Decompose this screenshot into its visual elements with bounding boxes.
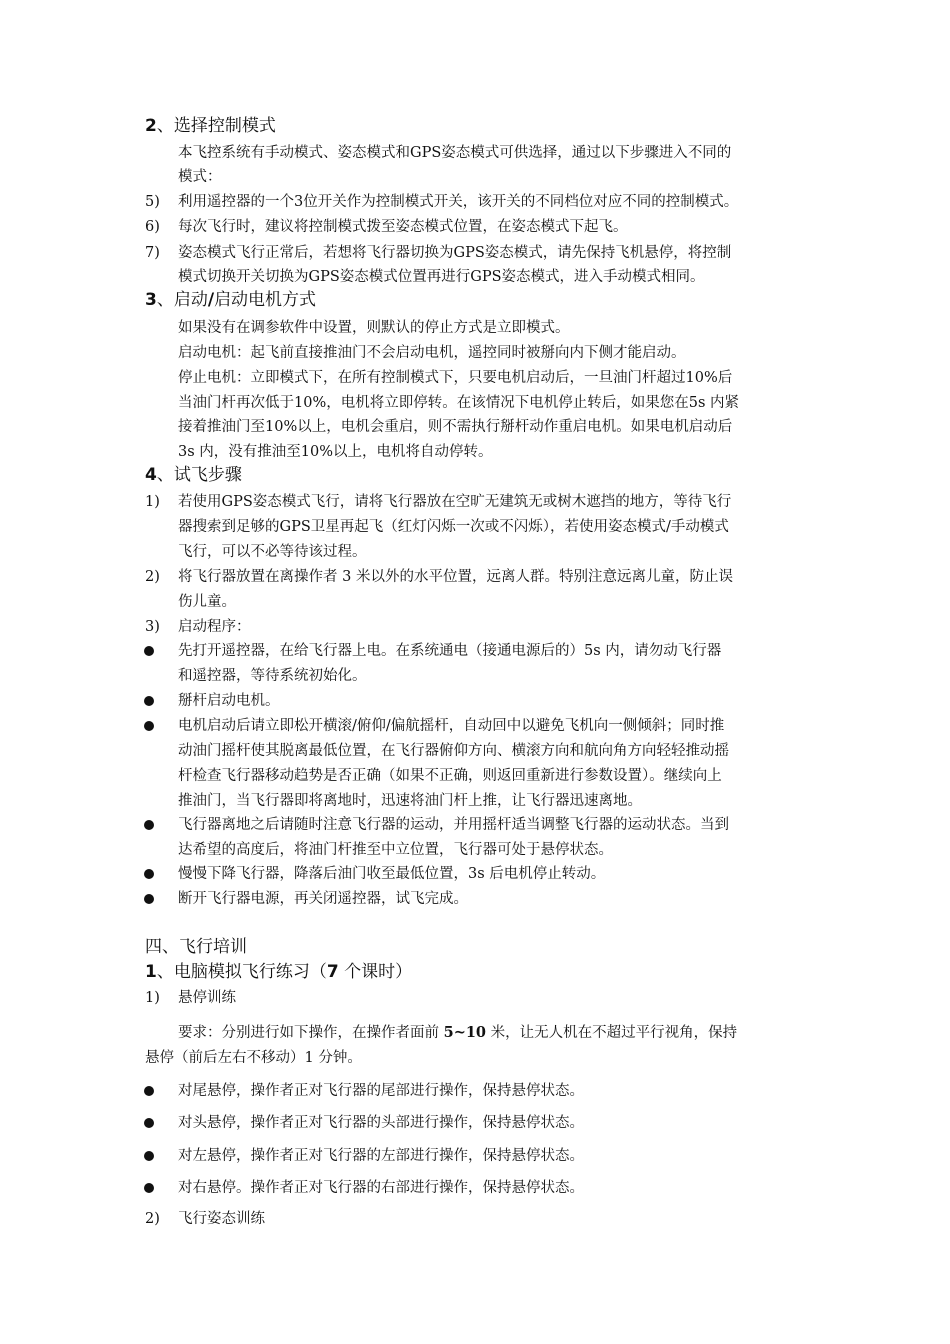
p4-item-1-marker: 1): [145, 990, 160, 1006]
p4-bullet-3: 对左悬停，操作者正对飞行器的左部进行操作，保持悬停状态。: [178, 1148, 584, 1164]
s4-bullet-4-line-2: 达希望的高度后，将油门杆推至中立位置，飞行器可处于悬停状态。: [178, 842, 613, 858]
p4-item-2-marker: 2): [145, 1211, 160, 1227]
s4-bullet-3-line-3: 杆检查飞行器移动趋势是否正确（如果不正确，则返回重新进行参数设置）。继续向上: [178, 768, 722, 784]
s4-bullet-6-line-1: 断开飞行器电源，再关闭遥控器，试飞完成。: [178, 891, 468, 907]
s2-item-5-marker: 5): [145, 194, 160, 210]
p4-requirement-line-2: 悬停（前后左右不移动）1 分钟。: [145, 1050, 362, 1066]
s2-item-7-marker: 7): [145, 245, 160, 261]
s4-item-2-line-1: 将飞行器放置在离操作者 3 米以外的水平位置，远离人群。特别注意远离儿童，防止误: [178, 569, 733, 585]
s2-intro-line-2: 模式：: [178, 169, 222, 185]
s3-line-3: 停止电机：立即模式下，在所有控制模式下，只要电机启动后，一旦油门杆超过10%后: [178, 370, 733, 386]
s4-item-3-line-1: 启动程序：: [178, 619, 251, 635]
s2-item-5-text: 利用遥控器的一个3位开关作为控制模式开关，该开关的不同档位对应不同的控制模式。: [178, 194, 739, 210]
p4-bullet-4: 对右悬停。操作者正对飞行器的右部进行操作，保持悬停状态。: [178, 1180, 584, 1196]
s2-item-7-text-line-2: 模式切换开关切换为GPS姿态模式位置再进行GPS姿态模式，进入手动模式相同。: [178, 269, 705, 285]
s3-line-6: 3s 内，没有推油至10%以上，电机将自动停转。: [178, 444, 493, 460]
bullet-dot-icon: [144, 1183, 154, 1193]
bullet-dot-icon: [144, 646, 154, 656]
s2-intro-line-1: 本飞控系统有手动模式、姿态模式和GPS姿态模式可供选择，通过以下步骤进入不同的: [178, 145, 732, 161]
s4-bullet-3-line-4: 推油门，当飞行器即将离地时，迅速将油门杆上推，让飞行器迅速离地。: [178, 793, 642, 809]
s4-item-1-line-1: 若使用GPS姿态模式飞行，请将飞行器放在空旷无建筑无或树木遮挡的地方，等待飞行: [178, 494, 732, 510]
s4-item-1-marker: 1): [145, 494, 160, 510]
s4-bullet-1-line-1: 先打开遥控器，在给飞行器上电。在系统通电（接通电源后的）5s 内，请勿动飞行器: [178, 643, 722, 659]
p4-item-1-label: 悬停训练: [178, 990, 236, 1006]
s2-item-6-marker: 6): [145, 219, 160, 235]
bullet-dot-icon: [144, 894, 154, 904]
s4-item-2-marker: 2): [145, 569, 160, 585]
s4-item-3-marker: 3): [145, 619, 160, 635]
section-4-heading: 4、试飞步骤: [145, 465, 242, 485]
bullet-dot-icon: [144, 1118, 154, 1128]
s4-bullet-3-line-2: 动油门摇杆使其脱离最低位置，在飞行器俯仰方向、横滚方向和航向角方向轻轻推动摇: [178, 743, 729, 759]
section-3-heading: 3、启动/启动电机方式: [145, 290, 317, 310]
s4-bullet-2-line-1: 掰杆启动电机。: [178, 693, 280, 709]
bullet-dot-icon: [144, 721, 154, 731]
bullet-dot-icon: [144, 869, 154, 879]
s3-line-5: 接着推油门至10%以上，电机会重启，则不需执行掰杆动作重启电机。如果电机启动后: [178, 419, 733, 435]
p4-bullet-1: 对尾悬停，操作者正对飞行器的尾部进行操作，保持悬停状态。: [178, 1083, 584, 1099]
s3-line-1: 如果没有在调参软件中设置，则默认的停止方式是立即模式。: [178, 320, 570, 336]
bullet-dot-icon: [144, 696, 154, 706]
p4-item-2-label: 飞行姿态训练: [178, 1211, 265, 1227]
part-4-heading: 四、飞行培训: [145, 937, 247, 957]
p4-requirement-line-1: 要求：分别进行如下操作，在操作者面前 5~10 米，让无人机在不超过平行视角，保持: [178, 1024, 738, 1041]
part-4-subheading: 1、电脑模拟飞行练习（7 个课时）: [145, 962, 413, 982]
s2-item-6-text: 每次飞行时，建议将控制模式拨至姿态模式位置，在姿态模式下起飞。: [178, 219, 628, 235]
section-2-heading: 2、选择控制模式: [145, 116, 276, 136]
s4-bullet-4-line-1: 飞行器离地之后请随时注意飞行器的运动，并用摇杆适当调整飞行器的运动状态。当到: [178, 817, 729, 833]
s4-bullet-5-line-1: 慢慢下降飞行器，降落后油门收至最低位置，3s 后电机停止转动。: [178, 866, 606, 882]
s2-item-7-text-line-1: 姿态模式飞行正常后，若想将飞行器切换为GPS姿态模式，请先保持飞机悬停，将控制: [178, 245, 732, 261]
bullet-dot-icon: [144, 1151, 154, 1161]
bullet-dot-icon: [144, 820, 154, 830]
s4-bullet-3-line-1: 电机启动后请立即松开横滚/俯仰/偏航摇杆，自动回中以避免飞机向一侧倾斜；同时推: [178, 718, 725, 734]
bullet-dot-icon: [144, 1086, 154, 1096]
s4-bullet-1-line-2: 和遥控器，等待系统初始化。: [178, 668, 367, 684]
s4-item-2-line-2: 伤儿童。: [178, 594, 236, 610]
s4-item-1-line-3: 飞行，可以不必等待该过程。: [178, 544, 367, 560]
s3-line-2: 启动电机：起飞前直接推油门不会启动电机，遥控同时被掰向内下侧才能启动。: [178, 345, 686, 361]
s4-item-1-line-2: 器搜索到足够的GPS卫星再起飞（红灯闪烁一次或不闪烁），若使用姿态模式/手动模式: [178, 519, 729, 535]
p4-bullet-2: 对头悬停，操作者正对飞行器的头部进行操作，保持悬停状态。: [178, 1115, 584, 1131]
s3-line-4: 当油门杆再次低于10%，电机将立即停转。在该情况下电机停止转后，如果您在5s 内紧: [178, 395, 740, 411]
